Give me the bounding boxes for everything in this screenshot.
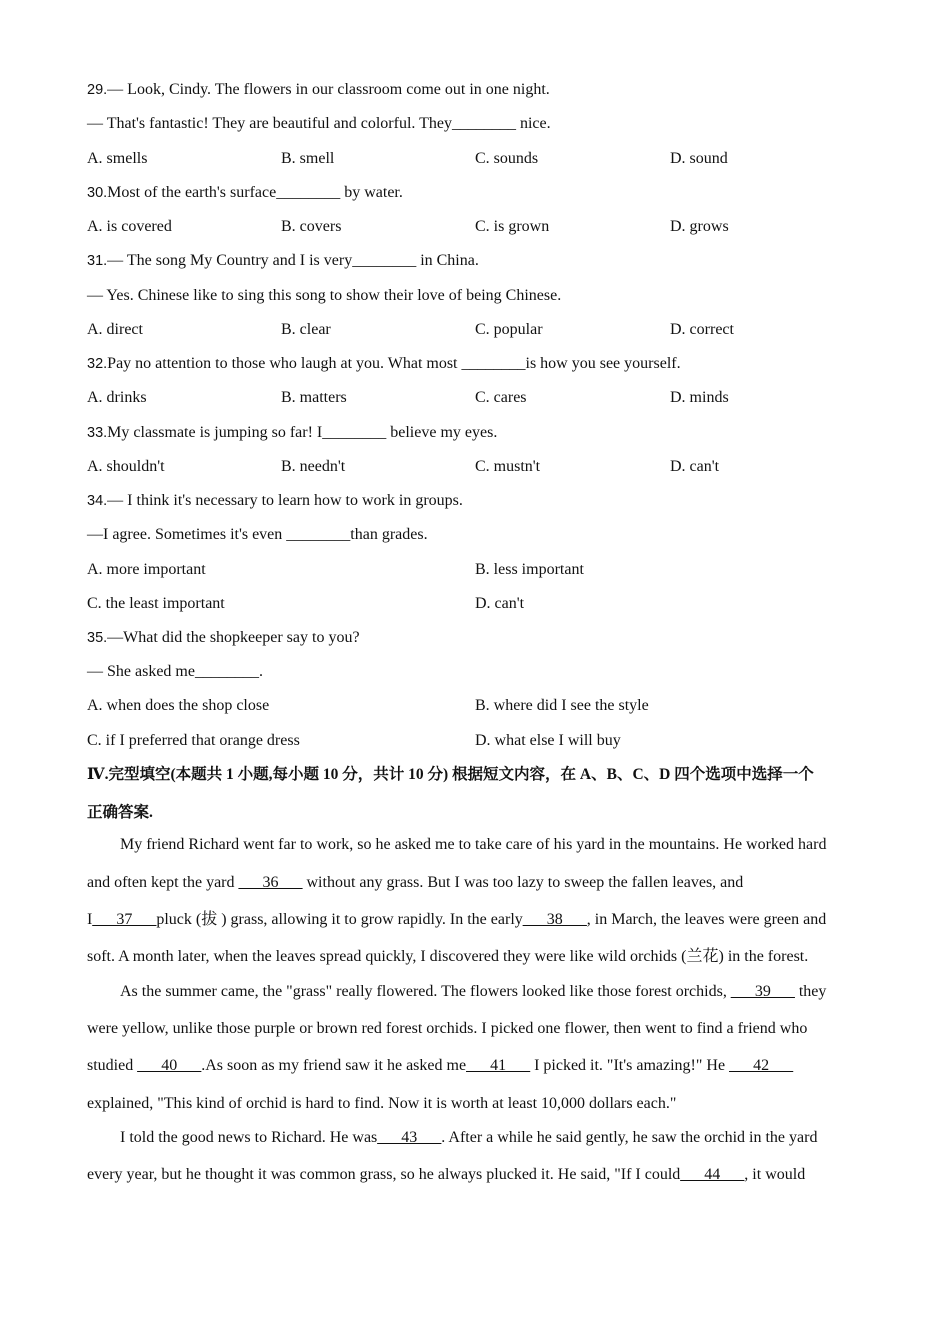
option-c: C. mustn't (475, 458, 541, 475)
option-c: C. the least important (87, 595, 225, 612)
question-30-stem: 30.Most of the earth's surface________ by water. (87, 184, 403, 201)
question-number: 35. (87, 630, 108, 646)
question-number: 33. (87, 425, 108, 441)
option-b: B. less important (475, 561, 584, 578)
blank-43: ___43___ (377, 1129, 442, 1146)
section-heading: Ⅳ.完型填空(本题共 1 小题,每小题 10 分，共计 10 分) 根据短文内容，在 A、B、C、D 四个选项中选择一个 (87, 766, 814, 783)
passage-line: I___37___pluck (拔 ) grass, allowing it to grow rapidly. In the early___38___, in March, the leaves were green and (87, 911, 827, 928)
question-number: 30. (87, 185, 108, 201)
passage-line: were yellow, unlike those purple or brown red forest orchids. I picked one flower, then went to find a friend who (87, 1020, 808, 1037)
question-35-line2: — She asked me________. (87, 663, 263, 680)
passage-line: studied ___40___.As soon as my friend saw it he asked me___41___ I picked it. "It's amazing!" He ___42___ (87, 1057, 794, 1074)
option-a: A. is covered (87, 218, 172, 235)
blank-39: ___39___ (730, 983, 795, 1000)
passage-line: As the summer came, the "grass" really flowered. The flowers looked like those forest orchids, ___39___ they (120, 983, 827, 1000)
passage-line: every year, but he thought it was common grass, so he always plucked it. He said, "If I could___44___, it would (87, 1166, 806, 1183)
blank-42: ___42___ (729, 1057, 794, 1074)
blank-36: ___36___ (238, 874, 303, 891)
option-b: B. needn't (281, 458, 346, 475)
option-c: C. is grown (475, 218, 550, 235)
option-d: D. can't (475, 595, 525, 612)
blank-40: ___40___ (137, 1057, 202, 1074)
blank-44: ___44___ (680, 1166, 745, 1183)
question-31-line2: — Yes. Chinese like to sing this song to show their love of being Chinese. (87, 287, 562, 304)
question-number: 32. (87, 356, 108, 372)
option-b: B. matters (281, 389, 347, 406)
question-32-stem: 32.Pay no attention to those who laugh at you. What most ________is how you see yourself. (87, 355, 681, 372)
question-31-stem: 31.— The song My Country and I is very________ in China. (87, 252, 479, 269)
question-number: 34. (87, 493, 108, 509)
option-c: C. popular (475, 321, 543, 338)
option-b: B. clear (281, 321, 331, 338)
question-35-stem: 35.—What did the shopkeeper say to you? (87, 629, 360, 646)
question-29-line2: — That's fantastic! They are beautiful and colorful. They________ nice. (87, 115, 551, 132)
option-a: A. direct (87, 321, 143, 338)
passage-line: I told the good news to Richard. He was___43___. After a while he said gently, he saw the orchid in the yard (120, 1129, 818, 1146)
option-a: A. smells (87, 150, 148, 167)
option-d: D. what else I will buy (475, 732, 621, 749)
option-a: A. more important (87, 561, 206, 578)
option-c: C. sounds (475, 150, 539, 167)
blank-37: ___37___ (92, 911, 157, 928)
option-d: D. sound (670, 150, 728, 167)
passage-line: explained, "This kind of orchid is hard to find. Now it is worth at least 10,000 dollars each." (87, 1095, 677, 1112)
option-c: C. cares (475, 389, 527, 406)
option-c: C. if I preferred that orange dress (87, 732, 300, 749)
passage-line: soft. A month later, when the leaves spread quickly, I discovered they were like wild orchids (兰花) in the forest. (87, 948, 809, 965)
option-d: D. minds (670, 389, 729, 406)
option-b: B. where did I see the style (475, 697, 649, 714)
blank-38: ___38___ (522, 911, 587, 928)
question-number: 29. (87, 82, 108, 98)
question-33-stem: 33.My classmate is jumping so far! I________ believe my eyes. (87, 424, 498, 441)
question-29-stem: 29.— Look, Cindy. The flowers in our classroom come out in one night. (87, 81, 550, 98)
option-a: A. drinks (87, 389, 147, 406)
option-d: D. grows (670, 218, 729, 235)
option-d: D. can't (670, 458, 720, 475)
section-heading-cont: 正确答案. (87, 804, 153, 821)
option-b: B. covers (281, 218, 342, 235)
blank-41: ___41___ (466, 1057, 531, 1074)
option-a: A. shouldn't (87, 458, 165, 475)
option-d: D. correct (670, 321, 734, 338)
question-34-stem: 34.— I think it's necessary to learn how to work in groups. (87, 492, 463, 509)
question-number: 31. (87, 253, 108, 269)
passage-line: My friend Richard went far to work, so he asked me to take care of his yard in the mountains. He worked hard (120, 836, 827, 853)
option-a: A. when does the shop close (87, 697, 270, 714)
option-b: B. smell (281, 150, 335, 167)
question-34-line2: —I agree. Sometimes it's even ________than grades. (87, 526, 428, 543)
passage-line: and often kept the yard ___36___ without any grass. But I was too lazy to sweep the fallen leaves, and (87, 874, 744, 891)
